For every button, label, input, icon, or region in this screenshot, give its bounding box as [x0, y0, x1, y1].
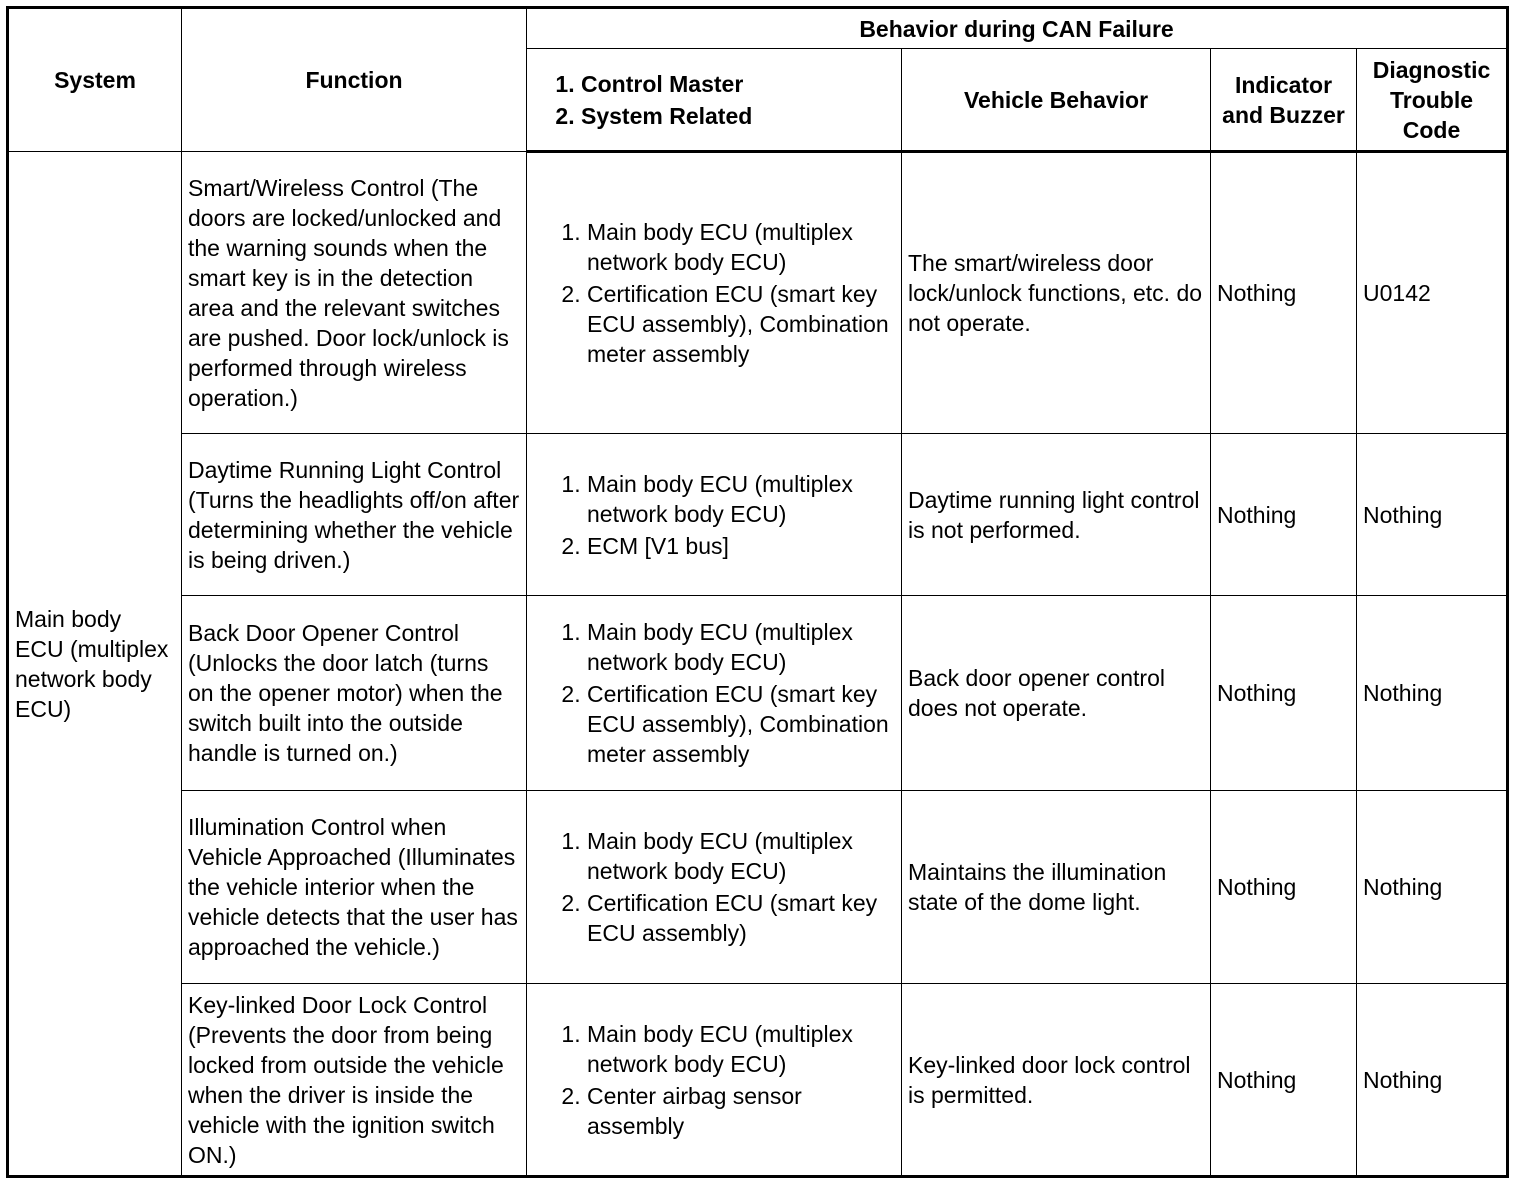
system-related-item: 2. ECM [V1 bus]: [587, 531, 895, 561]
function-cell: Smart/Wireless Control (The doors are locked/unlocked and the warning sounds when the smart key is in the detection area and the relevant switches are pushed. Door lock/unlock is performed through wireless operation.): [182, 152, 527, 434]
control-master-cell: [527, 791, 902, 984]
header-system-related-item: 2. System Related: [581, 101, 895, 131]
control-master-cell: [527, 434, 902, 596]
header-indicator-buzzer: Indicator and Buzzer: [1211, 49, 1357, 152]
indicator-cell: Nothing: [1211, 152, 1357, 434]
dtc-cell: Nothing: [1357, 596, 1508, 791]
system-cell: Main body ECU (multiplex network body ECU): [8, 152, 182, 1177]
control-master-item: 1. Main body ECU (multiplex network body ECU): [587, 469, 895, 529]
function-cell: Back Door Opener Control (Unlocks the door latch (turns on the opener motor) when the switch built into the outside handle is turned on.): [182, 596, 527, 791]
indicator-cell: Nothing: [1211, 434, 1357, 596]
table-row: [8, 152, 1508, 434]
control-master-cell: [527, 984, 902, 1177]
system-related-item: 2. Center airbag sensor assembly: [587, 1081, 895, 1141]
dtc-cell: U0142: [1357, 152, 1508, 434]
header-dtc: Diagnostic Trouble Code: [1357, 49, 1508, 152]
vehicle-behavior-cell: Back door opener control does not operate.: [902, 596, 1211, 791]
header-control-master-item: 1. Control Master: [581, 69, 895, 99]
vehicle-behavior-cell: Key-linked door lock control is permitted.: [902, 984, 1211, 1177]
dtc-cell: Nothing: [1357, 434, 1508, 596]
table-row: [8, 434, 1508, 596]
control-master-item: 1. Main body ECU (multiplex network body ECU): [587, 617, 895, 677]
can-failure-table: [6, 6, 1509, 1178]
system-related-item: 2. Certification ECU (smart key ECU assembly), Combination meter assembly: [587, 279, 895, 369]
indicator-cell: Nothing: [1211, 791, 1357, 984]
header-function: Function: [182, 8, 527, 152]
function-cell: Key-linked Door Lock Control (Prevents the door from being locked from outside the vehicle when the driver is inside the vehicle with the ignition switch ON.): [182, 984, 527, 1177]
vehicle-behavior-cell: The smart/wireless door lock/unlock functions, etc. do not operate.: [902, 152, 1211, 434]
header-system: System: [8, 8, 182, 152]
control-master-item: 1. Main body ECU (multiplex network body ECU): [587, 217, 895, 277]
system-related-item: 2. Certification ECU (smart key ECU assembly): [587, 888, 895, 948]
function-cell: Illumination Control when Vehicle Approached (Illuminates the vehicle interior when the vehicle detects that the user has approached the vehicle.): [182, 791, 527, 984]
indicator-cell: Nothing: [1211, 596, 1357, 791]
header-behavior-group: Behavior during CAN Failure: [527, 8, 1508, 49]
indicator-cell: Nothing: [1211, 984, 1357, 1177]
control-master-cell: [527, 596, 902, 791]
vehicle-behavior-cell: Maintains the illumination state of the dome light.: [902, 791, 1211, 984]
dtc-cell: Nothing: [1357, 791, 1508, 984]
table-row: [8, 984, 1508, 1177]
control-master-cell: [527, 152, 902, 434]
control-master-item: 1. Main body ECU (multiplex network body ECU): [587, 1019, 895, 1079]
dtc-cell: Nothing: [1357, 984, 1508, 1177]
table-row: [8, 791, 1508, 984]
control-master-item: 1. Main body ECU (multiplex network body ECU): [587, 826, 895, 886]
table-row: [8, 596, 1508, 791]
header-control-master: [527, 49, 902, 152]
vehicle-behavior-cell: Daytime running light control is not performed.: [902, 434, 1211, 596]
function-cell: Daytime Running Light Control (Turns the headlights off/on after determining whether the vehicle is being driven.): [182, 434, 527, 596]
system-related-item: 2. Certification ECU (smart key ECU assembly), Combination meter assembly: [587, 679, 895, 769]
header-vehicle-behavior: Vehicle Behavior: [902, 49, 1211, 152]
